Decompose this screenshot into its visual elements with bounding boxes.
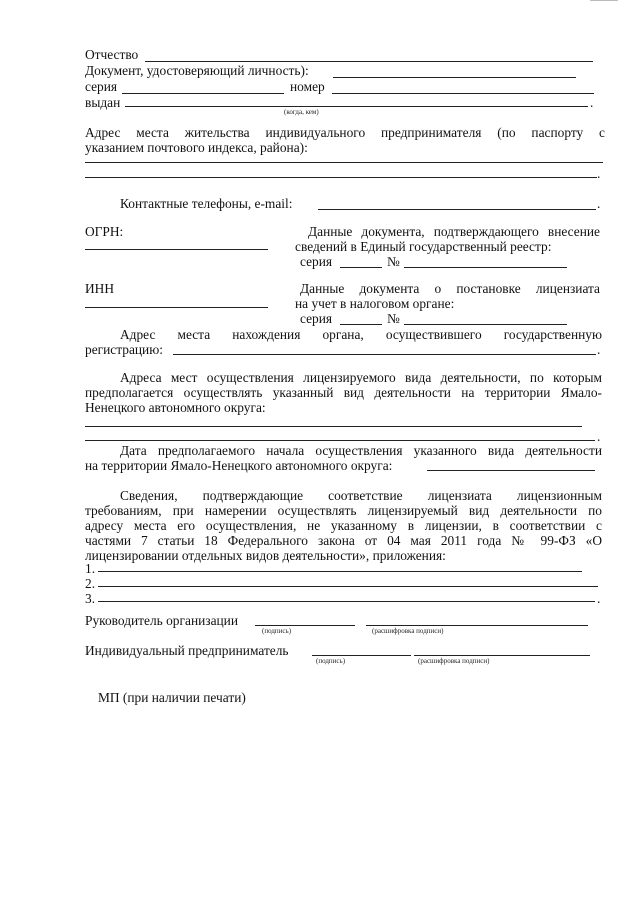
activity-address-line-2: предполагается осуществлять указанный вид деятельности на территории Ямало-: [85, 385, 602, 400]
id-document-label: Документ, удостоверяющий личность):: [85, 63, 309, 78]
entrepreneur-signature-field[interactable]: [312, 655, 411, 656]
residence-address-field-1[interactable]: [85, 162, 603, 163]
attachment-field-2[interactable]: [98, 586, 598, 587]
contacts-field[interactable]: [318, 209, 596, 210]
inn-doc-line-1: Данные документа о постановке лицензиата: [300, 281, 600, 296]
compliance-line-4: частями 7 статьи 18 Федерального закона от 04 мая 2011 года № 99-ФЗ «О: [85, 533, 602, 548]
activity-address-period: .: [597, 429, 601, 444]
start-date-line-1: Дата предполагаемого начала осуществления указанного вида деятельности: [120, 443, 602, 458]
attachment-field-1[interactable]: [98, 571, 582, 572]
id-document-field[interactable]: [333, 77, 576, 78]
registration-authority-line-2: регистрацию:: [85, 342, 163, 357]
entrepreneur-signature-hint: (подпись): [316, 657, 346, 665]
scan-mark: [590, 0, 618, 1]
issued-period: .: [590, 95, 594, 110]
start-date-line-2: на территории Ямало-Ненецкого автономного округа:: [85, 458, 393, 473]
patronymic-field[interactable]: [145, 61, 593, 62]
compliance-line-2: требованиям, при намерении осуществлять лицензируемый вид деятельности по: [85, 503, 602, 518]
contacts-label: Контактные телефоны, e-mail:: [120, 196, 293, 211]
ogrn-doc-line-2: сведений в Единый государственный реестр:: [295, 239, 552, 254]
passport-series-field[interactable]: [122, 93, 284, 94]
ogrn-number-label: №: [387, 254, 400, 269]
residence-address-line-2: указанием почтового индекса, района):: [85, 140, 308, 155]
head-decoding-hint: (расшифровка подписи): [372, 627, 444, 635]
registration-authority-period: .: [597, 342, 601, 357]
attachments-period: .: [597, 591, 601, 606]
attachment-number-1: 1.: [85, 561, 96, 576]
compliance-line-1: Сведения, подтверждающие соответствие лицензиата лицензионным: [120, 488, 602, 503]
ogrn-series-field[interactable]: [340, 267, 382, 268]
passport-series-label: серия: [85, 79, 118, 94]
entrepreneur-signature-label: Индивидуальный предприниматель: [85, 643, 289, 658]
contacts-period: .: [597, 196, 601, 211]
activity-address-field-2[interactable]: [85, 440, 595, 441]
ogrn-doc-line-1: Данные документа, подтверждающего внесение: [308, 224, 600, 239]
patronymic-label: Отчество: [85, 47, 139, 62]
issued-field[interactable]: [125, 106, 588, 107]
compliance-line-5: лицензировании отдельных видов деятельности», приложения:: [85, 548, 446, 563]
head-signature-field[interactable]: [255, 625, 355, 626]
inn-number-label: №: [387, 311, 400, 326]
entrepreneur-decoding-field[interactable]: [414, 655, 590, 656]
issued-label: выдан: [85, 95, 121, 110]
registration-authority-line-1: Адрес места нахождения органа, осуществившего государственную: [120, 327, 602, 342]
head-signature-label: Руководитель организации: [85, 613, 239, 628]
attachment-number-2: 2.: [85, 576, 96, 591]
residence-address-field-2[interactable]: [85, 177, 597, 178]
activity-address-field-1[interactable]: [85, 426, 582, 427]
activity-address-line-3: Ненецкого автономного округа:: [85, 400, 266, 415]
passport-number-field[interactable]: [332, 93, 594, 94]
entrepreneur-decoding-hint: (расшифровка подписи): [418, 657, 490, 665]
head-signature-hint: (подпись): [262, 627, 292, 635]
inn-series-label: серия: [300, 311, 333, 326]
ogrn-field[interactable]: [85, 249, 268, 250]
registration-authority-field[interactable]: [173, 354, 596, 355]
start-date-field[interactable]: [427, 470, 595, 471]
inn-number-field[interactable]: [404, 324, 567, 325]
residence-address-line-1: Адрес места жительства индивидуального предпринимателя (по паспорту с: [85, 125, 605, 140]
inn-series-field[interactable]: [340, 324, 382, 325]
ogrn-series-label: серия: [300, 254, 333, 269]
ogrn-number-field[interactable]: [404, 267, 567, 268]
attachment-number-3: 3.: [85, 591, 96, 606]
compliance-line-3: адресу места его осуществления, не указанному в лицензии, в соответствии с: [85, 518, 602, 533]
head-decoding-field[interactable]: [366, 625, 588, 626]
passport-number-label: номер: [290, 79, 325, 94]
residence-address-period: .: [597, 166, 601, 181]
stamp-note: МП (при наличии печати): [98, 690, 246, 705]
inn-doc-line-2: на учет в налоговом органе:: [295, 296, 455, 311]
attachment-field-3[interactable]: [98, 601, 595, 602]
ogrn-label: ОГРН:: [85, 224, 124, 239]
issued-hint: (когда, кем): [284, 108, 319, 116]
inn-label: ИНН: [85, 281, 115, 296]
inn-field[interactable]: [85, 307, 268, 308]
activity-address-line-1: Адреса мест осуществления лицензируемого вида деятельности, по которым: [120, 370, 602, 385]
